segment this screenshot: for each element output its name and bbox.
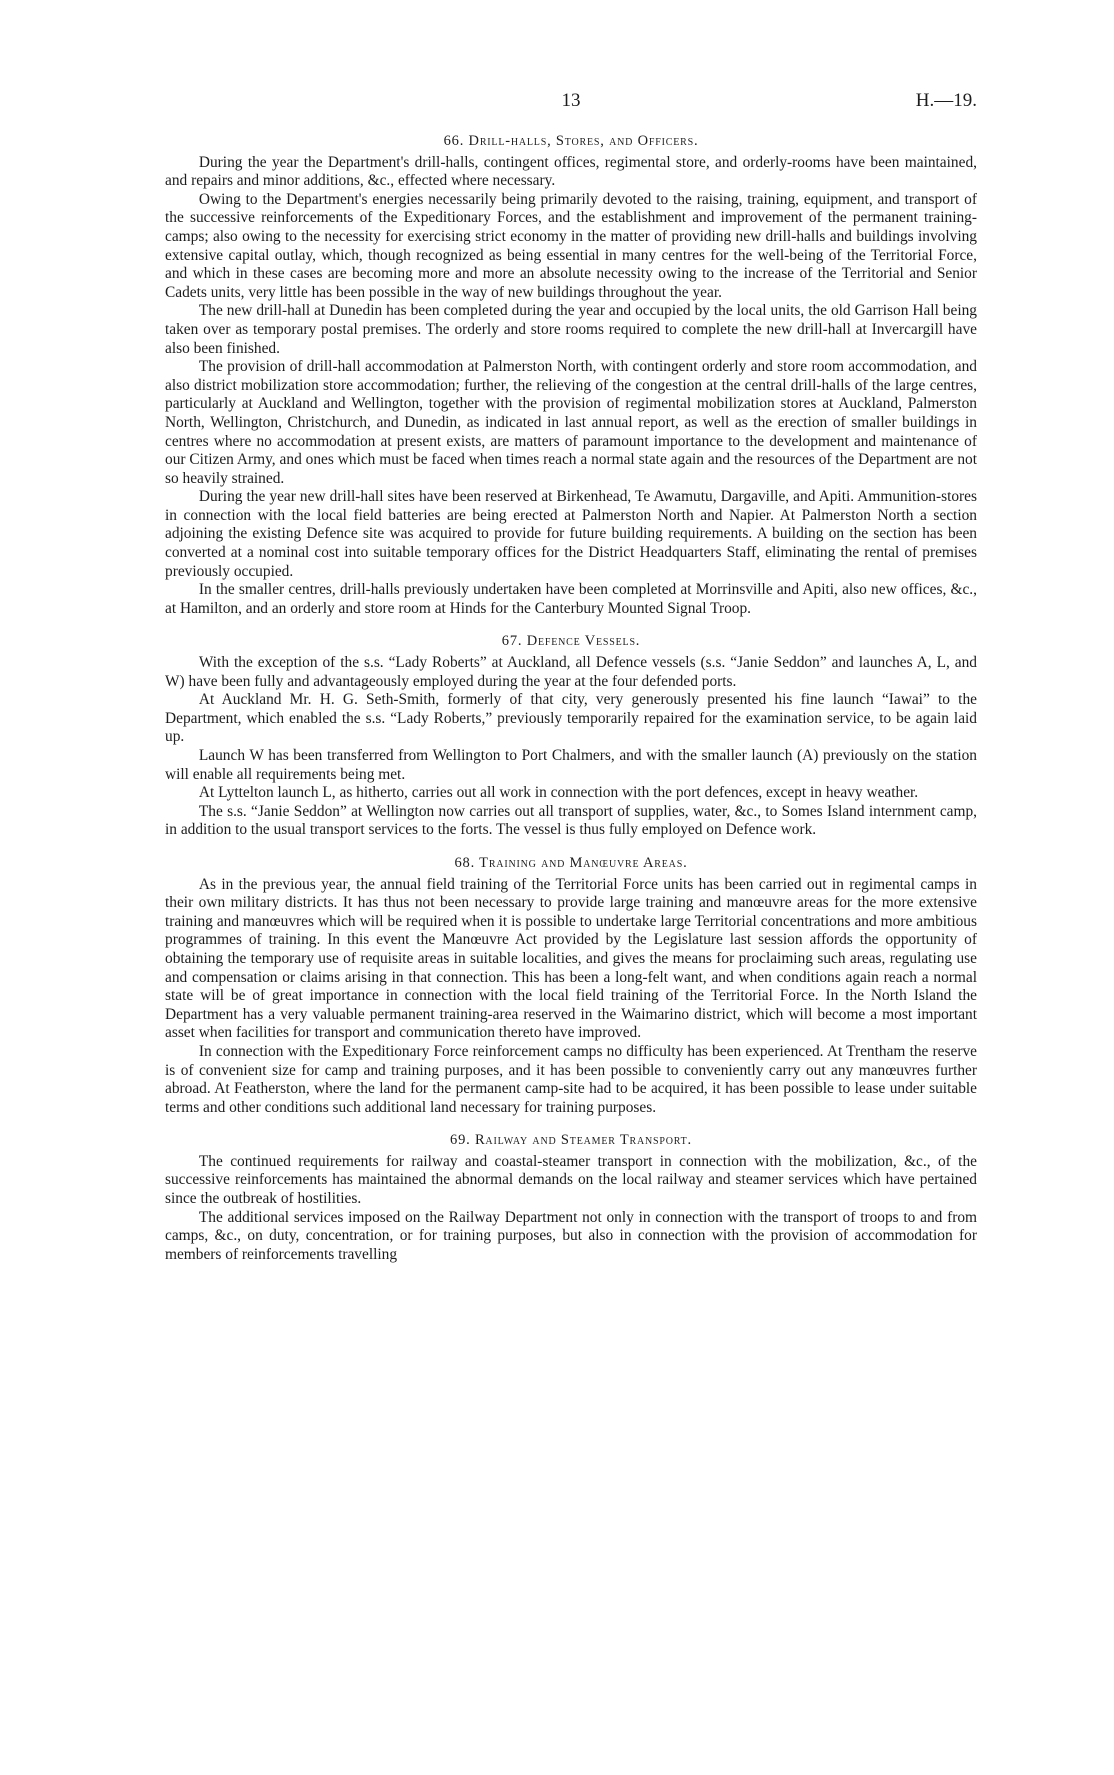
paragraph: Launch W has been transferred from Wellington to Port Chalmers, and with the smaller launch (A) previously on the station will enable all requirements being met.: [165, 747, 977, 783]
section-heading: 69. Railway and Steamer Transport.: [450, 1132, 692, 1149]
section-heading: 68. Training and Manœuvre Areas.: [454, 854, 688, 871]
paragraph: At Auckland Mr. H. G. Seth-Smith, formerly of that city, very generously presented his fine launch “Iawai” to the Department, which enabled the s.s. “Lady Roberts,” previously temporarily repaired for the examination service, to be again laid up.: [165, 691, 977, 746]
paragraph: With the exception of the s.s. “Lady Roberts” at Auckland, all Defence vessels (s.s. “Janie Seddon” and launches A, L, and W) have been fully and advantageously employed during the year at the four defended ports.: [165, 654, 977, 690]
paragraph: In connection with the Expeditionary Force reinforcement camps no difficulty has been experienced. At Trentham the reserve is of convenient size for camp and training purposes, and it has been possible to conveniently carry out any manœuvres further abroad. At Featherston, where the land for the permanent camp-site had to be acquired, it has been possible to lease under suitable terms and other conditions such additional land necessary for training purposes.: [165, 1042, 977, 1116]
paragraph: During the year the Department's drill-halls, contingent offices, regimental store, and orderly-rooms have been maintained, and repairs and minor additions, &c., effected where necessary.: [165, 153, 977, 190]
page-header: [165, 92, 977, 132]
paragraph: The provision of drill-hall accommodation at Palmerston North, with contingent orderly and store room accommodation, and also district mobilization store accommodation; further, the relieving of the congestion at the central drill-halls of the large centres, particularly at Auckland and Wellington, together with the provision of regimental mobilization stores at Auckland, Palmerston North, Wellington, Christchurch, and Dunedin, as indicated in last annual report, as well as the erection of smaller buildings in centres where no accommodation at present exists, are matters of paramount importance to the development and maintenance of our Citizen Army, and ones which must be faced when times reach a normal state again and the resources of the Department are not so heavily strained.: [165, 358, 977, 487]
paragraph: The continued requirements for railway and coastal-steamer transport in connection with the mobilization, &c., of the successive reinforcements has maintained the abnormal demands on the local railway and steamer services which have pertained since the outbreak of hostilities.: [165, 1152, 977, 1208]
section-training-areas: [165, 854, 977, 1117]
document-page: [165, 92, 977, 1278]
paragraph: Owing to the Department's energies necessarily being primarily devoted to the raising, training, equipment, and transport of the successive reinforcements of the Expeditionary Forces, and the establishment and improvement of the permanent training-camps; also owing to the necessity for exercising strict economy in the matter of providing new drill-halls and buildings involving extensive capital outlay, which, though recognized as being essential in many centres for the well-being of the Territorial Force, and which in these cases are becoming more and more an absolute necessity owing to the increase of the Territorial and Senior Cadets units, very little has been possible in the way of new buildings throughout the year.: [165, 190, 977, 301]
section-heading: 67. Defence Vessels.: [501, 633, 641, 650]
document-reference: H.—19.: [915, 90, 977, 111]
paragraph: The additional services imposed on the Railway Department not only in connection with the transport of troops to and from camps, &c., on duty, concentration, or for training purposes, but also in connection with the provision of accommodation for members of reinforcements travelling: [165, 1208, 977, 1263]
paragraph: At Lyttelton launch L, as hitherto, carries out all work in connection with the port defences, except in heavy weather.: [198, 784, 919, 802]
paragraph: The new drill-hall at Dunedin has been completed during the year and occupied by the local units, the old Garrison Hall being taken over as temporary postal premises. The orderly and store rooms required to complete the new drill-hall at Invercargill have also been finished.: [165, 302, 977, 357]
section-drill-halls: [165, 132, 977, 618]
paragraph: The s.s. “Janie Seddon” at Wellington now carries out all transport of supplies, water, &c., to Somes Island internment camp, in addition to the usual transport services to the forts. The vessel is thus fully employed on Defence work.: [165, 802, 977, 839]
paragraph: During the year new drill-hall sites have been reserved at Birkenhead, Te Awamutu, Dargaville, and Apiti. Ammunition-stores in connection with the local field batteries are being erected at Palmerston North and Napier. At Palmerston North a section adjoining the existing Defence site was acquired to provide for future building requirements. A building on the section has been converted at a nominal cost into suitable temporary offices for the District Headquarters Staff, eliminating the rental of premises previously occupied.: [165, 488, 977, 580]
section-heading: 66. Drill-halls, Stores, and Officers.: [443, 133, 699, 149]
paragraph: In the smaller centres, drill-halls previously undertaken have been completed at Morrinsville and Apiti, also new offices, &c., at Hamilton, and an orderly and store room at Hinds for the Canterbury Mounted Signal Troop.: [165, 581, 977, 617]
section-railway-transport: [165, 1131, 977, 1264]
paragraph: As in the previous year, the annual field training of the Territorial Force units has been carried out in regimental camps in their own military districts. It has thus not been necessary to provide large training and manœuvre areas for the more extensive training and manœuvres which will be required when it is possible to undertake large Territorial concentrations and more ambitious programmes of training. In this event the Manœuvre Act provided by the Legislature last session affords the opportunity of obtaining the temporary use of requisite areas in suitable localities, and gives the means for proclaiming such areas, regulating use and compensation or claims arising in that connection. This has been a long-felt want, and when conditions again reach a normal state will be of great importance in connection with the local field training of the Territorial Force. In the North Island the Department has a very valuable permanent training-area reserved in the Waimarino district, which will become a most important asset when facilities for transport and communication thereto have improved.: [165, 875, 977, 1042]
section-defence-vessels: [165, 632, 977, 840]
page-number: 13: [561, 90, 581, 111]
